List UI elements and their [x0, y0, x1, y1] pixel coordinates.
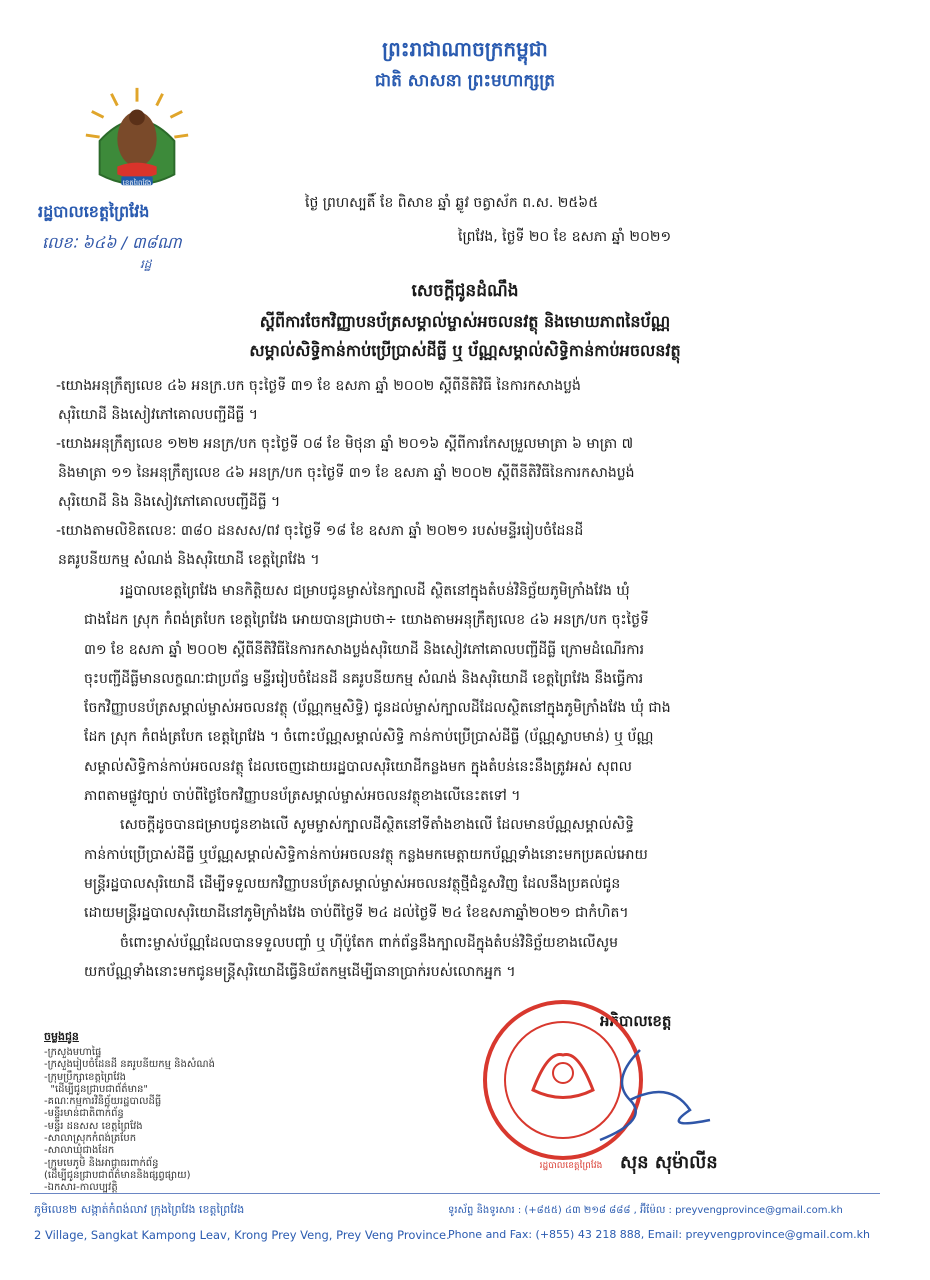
body-line: ជាងដែក ស្រុក កំពង់ត្របែក ខេត្តព្រៃវែង អោយបានជ្រាបថា÷ យោងតាមអនុក្រឹត្យលេខ ៤៦ អនក្រ/បក ចុះថ្ងៃទី	[84, 612, 649, 629]
reference-line: សុរិយោដី និង និងសៀវភៅគោលបញ្ជីដីធ្លី ។	[58, 494, 281, 510]
body-line: ចុះបញ្ជីដីធ្លីមានលក្ខណៈជាប្រព័ន្ធ មន្ទីររៀបចំដែនដី នគរូបនីយកម្ម សំណង់ និងសុរិយោដី ខេត្តព្រៃវែង នឹងធ្វើការ	[84, 670, 644, 687]
cc-item: -សាលាស្រុកកំពង់ត្របែក	[44, 1133, 137, 1145]
footer-contact-km: ទូរស័ព្ទ និងទូរសារ : (+៨៥៥) ៤៣ ២១៨ ៨៨៨ , អ៊ីម៉ែល : preyvengprovince@gmail.com.kh	[448, 1205, 843, 1216]
body-line: សម្គាល់សិទ្ធិកាន់កាប់អចលនវត្ថុ ដែលចេញដោយរដ្ឋបាលសុរិយោដីកន្លងមក ក្នុងតំបន់នេះនឹងត្រូវអស់ សុពល	[84, 758, 632, 775]
logo-caption: ខេត្តព្រៃវែង	[122, 179, 152, 187]
cc-item: -គណៈកម្មការវិនិច្ឆ័យរដ្ឋបាលដីធ្លី	[44, 1096, 162, 1108]
cc-item: -ក្រសួងរៀបចំដែនដី នគរូបនីយកម្ម និងសំណង់	[44, 1059, 215, 1071]
cc-item: -ឯកសារ-កាលប្បវត្តិ	[44, 1182, 118, 1194]
cc-item: -ក្រុមប្រឹក្សាខេត្តព្រៃវែង	[44, 1071, 127, 1083]
body-line: រដ្ឋបាលខេត្តព្រៃវែង មានកិត្តិយស ជម្រាបជូនម្ចាស់នៃក្បាលដី ស្ថិតនៅក្នុងតំបន់វិនិច្ឆ័យភូមិក្រាំងវែង ឃុំ	[120, 583, 630, 599]
issuing-authority: រដ្ឋបាលខេត្តព្រៃវែង	[38, 202, 150, 221]
footer-address-km: ភូមិលេខ២ សង្កាត់កំពង់លាវ ក្រុងព្រៃវែង ខេត្តព្រៃវែង	[34, 1203, 245, 1216]
reference-line: -យោងតាមលិខិតលេខៈ ៣៨០ ដនសស/ពវ ចុះថ្ងៃទី ១៨ ខែ ឧសភា ឆ្នាំ ២០២១ របស់មន្ទីររៀបចំដែនដី	[56, 523, 584, 539]
reference-line: សុរិយោដី និងសៀវភៅគោលបញ្ជីដីធ្លី ។	[58, 407, 259, 423]
reference-line: នគរូបនីយកម្ម សំណង់ និងសុរិយោដី ខេត្តព្រៃវែង ។	[58, 552, 320, 568]
footer-contact-en: Phone and Fax: (+855) 43 218 888, Email: preyvengprovince@gmail.com.kh	[448, 1228, 871, 1241]
kingdom-title: ព្រះរាជាណាចក្រកម្ពុជា	[382, 37, 548, 61]
lunar-date: ថ្ងៃ ព្រហស្បតិ៍ ខែ ពិសាខ ឆ្នាំ ឆ្លូវ ចត្វាស័ក ព.ស. ២៥៦៥	[305, 195, 599, 211]
cc-heading: ចម្លងជូន	[44, 1030, 79, 1043]
body-line: សេចក្តីដូចបានជម្រាបជូនខាងលើ សូមម្ចាស់ក្បាលដីស្ថិតនៅទីតាំងខាងលើ ដែលមានប័ណ្ណសម្គាល់សិទ្ធិ	[120, 817, 635, 834]
cc-item: (ដើម្បីជូនជ្រាបជាព័ត៌មាននិងផ្សព្វផ្សាយ)	[44, 1169, 191, 1181]
cc-item: -ក្រសួងមហាផ្ទៃ	[44, 1047, 102, 1058]
handwritten-signature-icon	[570, 1040, 720, 1150]
notice-subject-line1: ស្តីពីការចែកវិញ្ញាបនប័ត្រសម្គាល់ម្ចាស់អចលនវត្ថុ និងមោឃភាពនៃប័ណ្ណ	[259, 312, 671, 331]
solar-date: ព្រៃវែង, ថ្ងៃទី ២០ ខែ ឧសភា ឆ្នាំ ២០២១	[458, 229, 672, 245]
cc-item: -ក្រុមមេភូមិ និងអាជ្ញាធរពាក់ព័ន្ធ	[44, 1157, 159, 1169]
notice-heading: សេចក្តីជូនដំណឹង	[411, 281, 519, 301]
body-line: មន្ត្រីរដ្ឋបាលសុរិយោដី ដើម្បីទទួលយកវិញ្ញាបនប័ត្រសម្គាល់ម្ចាស់អចលនវត្ថុថ្មីជំនួសវិញ ដែលនឹងប្រគល់ជូន	[84, 875, 621, 892]
reference-number: លេខៈ ៦៤៦ / ៣៨ណា	[42, 233, 182, 252]
body-line: ដោយមន្ត្រីរដ្ឋបាលសុរិយោដីនៅភូមិក្រាំងវែង ចាប់ពីថ្ងៃទី ២៤ ដល់ថ្ងៃទី ២៤ ខែឧសភាឆ្នាំ២០២១ ជាកំហិត។	[84, 905, 629, 922]
cc-item: -មន្ទីរ ដនសស ខេត្តព្រៃវែង	[44, 1120, 143, 1132]
footer-divider	[30, 1193, 880, 1194]
stamp-text: រដ្ឋបាលខេត្តព្រៃវែង	[539, 1161, 603, 1171]
body-line: កាន់កាប់ប្រើប្រាស់ដីធ្លី ឬប័ណ្ណសម្គាល់សិទ្ធិកាន់កាប់អចលនវត្ថុ កន្លងមកមេត្តាយកប័ណ្ណទាំងនោះមកប្រគល់អោយ	[84, 846, 648, 863]
notice-subject-line2: សម្គាល់សិទ្ធិកាន់កាប់ប្រើប្រាស់ដីធ្លី ឬ ប័ណ្ណសម្គាល់សិទ្ធិកាន់កាប់អចលនវត្ថុ	[249, 341, 681, 360]
cc-item: -សាលាឃុំជាងដែក	[44, 1145, 115, 1157]
national-motto: ជាតិ សាសនា ព្រះមហាក្សត្រ	[374, 71, 556, 91]
reference-line: -យោងអនុក្រឹត្យលេខ ១២២ អនក្រ/បក ចុះថ្ងៃទី ០៨ ខែ មិថុនា ឆ្នាំ ២០១៦ ស្តីពីការកែសម្រួលមាត្រា ៦ មាត្រា ៧	[56, 436, 634, 452]
footer-address-en: 2 Village, Sangkat Kampong Leav, Krong Prey Veng, Prey Veng Province.	[34, 1228, 450, 1242]
reference-line: -យោងអនុក្រឹត្យលេខ ៤៦ អនក្រ.បក ចុះថ្ងៃទី ៣១ ខែ ឧសភា ឆ្នាំ ២០០២ ស្តីពីនីតិវិធី នៃការកសាងប្លង់	[56, 378, 581, 394]
signatory-title: អភិបាលខេត្ត	[600, 1012, 672, 1030]
body-line: ចំពោះម្ចាស់ប័ណ្ណដែលបានទទួលបញ្ចាំ ឬ ហ៊ីប៉ូតែក ពាក់ព័ន្ធនឹងក្បាលដីក្នុងតំបន់វិនិច្ឆ័យខាងលើសូម	[120, 934, 618, 951]
body-line: ៣១ ខែ ឧសភា ឆ្នាំ ២០០២ ស្តីពីនីតិវិធីនៃការកសាងប្លង់សុរិយោដី និងសៀវភៅគោលបញ្ជីដីធ្លី ក្រោមដំណើរការ	[84, 641, 645, 658]
body-line: ភាពតាមផ្លូវច្បាប់ ចាប់ពីថ្ងៃចែកវិញ្ញាបនប័ត្រសម្គាល់ម្ចាស់អចលនវត្ថុខាងលើនេះតទៅ ។	[84, 788, 521, 805]
notice-body	[84, 577, 884, 987]
cc-list	[44, 1047, 215, 1195]
signatory-name: សុន សុម៉ាលីន	[620, 1152, 718, 1173]
reference-line: និងមាត្រា ១១ នៃអនុក្រឹត្យលេខ ៤៦ អនក្រ/បក ចុះថ្ងៃទី ៣១ ខែ ឧសភា ឆ្នាំ ២០០២ ស្តីពីនីតិវិធីនៃការកសាងប្លង់	[58, 465, 635, 481]
body-line: ដែក ស្រុក កំពង់ត្របែក ខេត្តព្រៃវែង ។ ចំពោះប័ណ្ណសម្គាល់សិទ្ធិ កាន់កាប់ប្រើប្រាស់ដីធ្លី (ប័ណ្ណស្លាបមាន់) ឬ ប័ណ្ណ	[84, 729, 654, 746]
reference-suffix: រដ្ឋ	[140, 257, 152, 271]
body-line: ចែកវិញ្ញាបនប័ត្រសម្គាល់ម្ចាស់អចលនវត្ថុ (ប័ណ្ណកម្មសិទ្ធិ) ជូនដល់ម្ចាស់ក្បាលដីដែលស្ថិតនៅក្នុងភូមិក្រាំងវែង ឃុំ ជាង	[84, 700, 671, 717]
body-line: យកប័ណ្ណទាំងនោះមកជូនមន្ត្រីសុរិយោដីធ្វើនិយ័តកម្មដើម្បីធានាប្រាក់របស់លោកអ្នក ។	[84, 963, 516, 980]
legal-references	[56, 372, 876, 575]
cc-item: "ដើម្បីជូនជ្រាបជាព័ត៌មាន"	[44, 1083, 149, 1095]
cc-item: -មន្ទីរមាន់ជាតិពាក់ព័ន្ធ	[44, 1108, 124, 1120]
